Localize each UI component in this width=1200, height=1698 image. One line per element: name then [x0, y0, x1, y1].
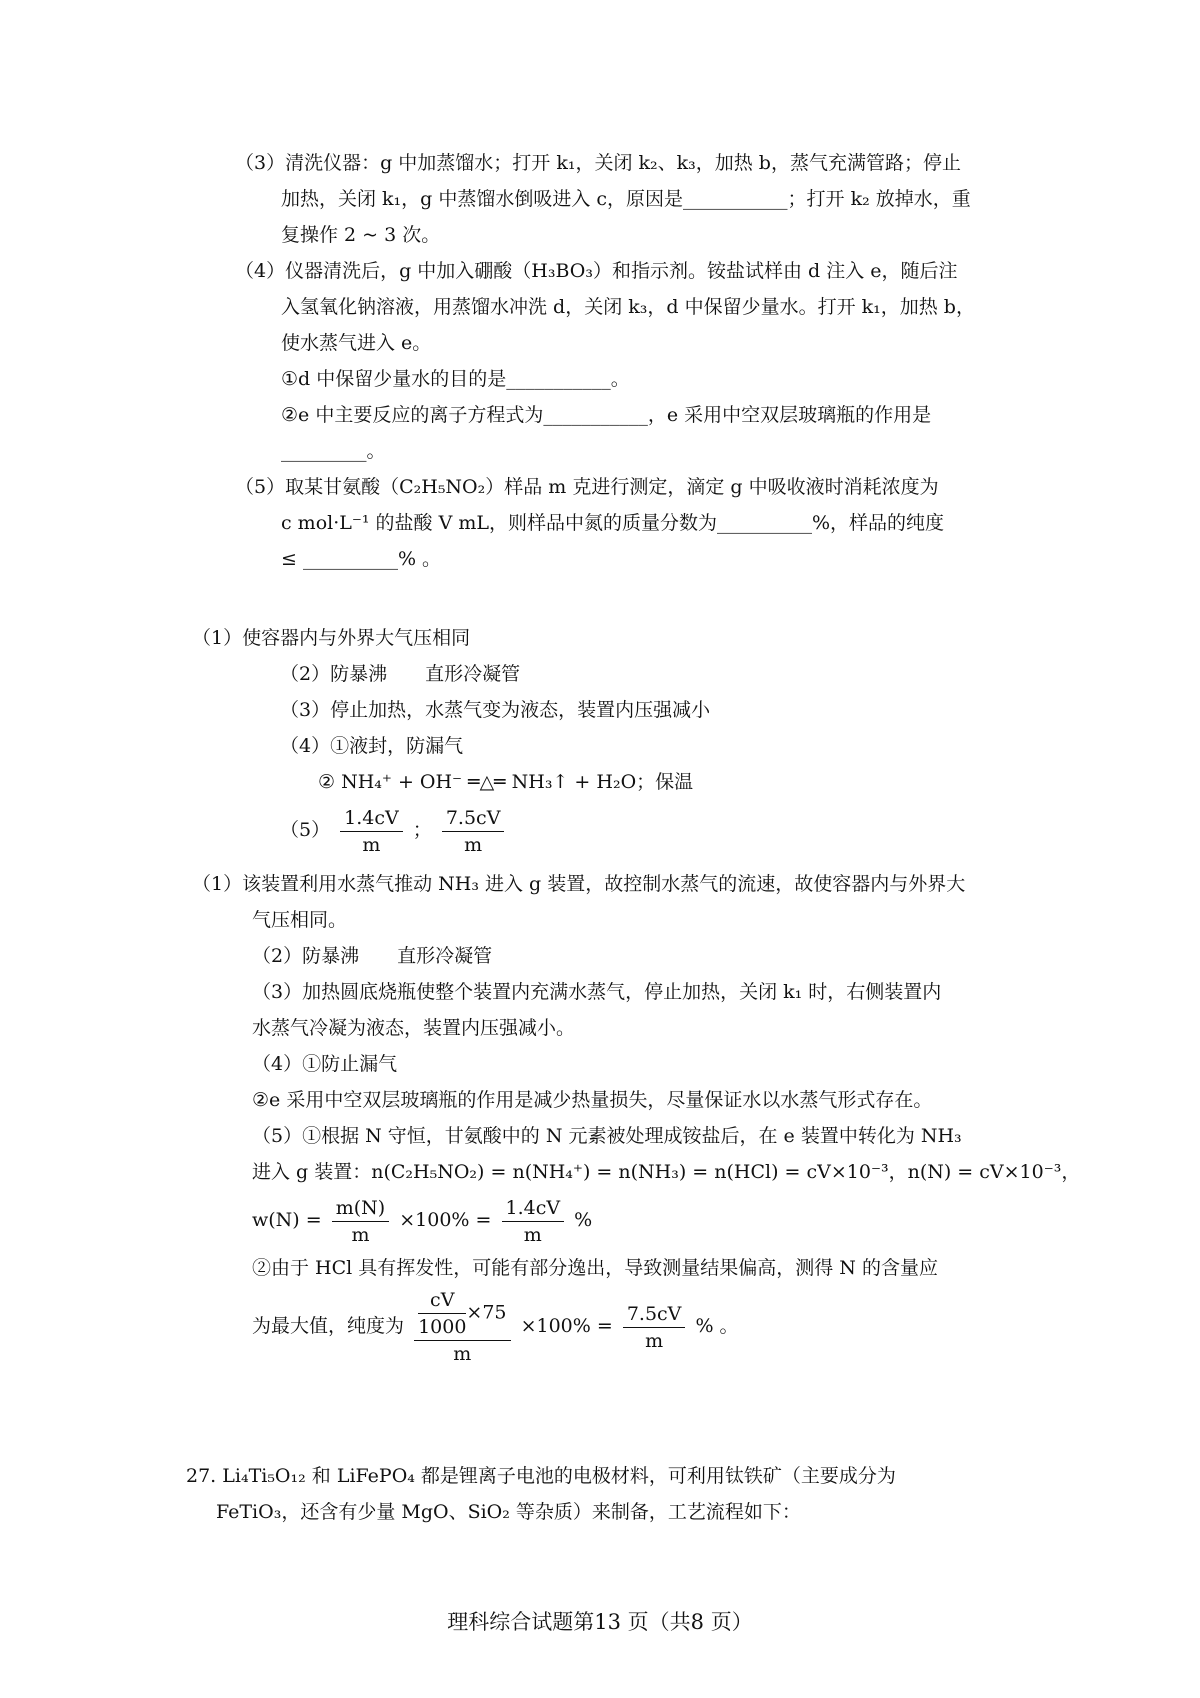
question-line: （4）仪器清洗后，g 中加入硼酸（H₃BO₃）和指示剂。铵盐试样由 d 注入 e，随后注	[235, 260, 958, 282]
formula-text: ×100% =	[399, 1209, 492, 1231]
answer-fraction-line	[192, 800, 1032, 860]
fraction-denominator: m	[523, 1223, 542, 1246]
question-line: ②e 中主要反应的离子方程式为___________，e 采用中空双层玻璃瓶的作用是	[281, 404, 932, 426]
question-line: 入氢氧化钠溶液，用蒸馏水冲洗 d，关闭 k₃，d 中保留少量水。打开 k₁，加热 b，	[281, 296, 975, 318]
explanation-line: （2）防暴沸 直形冷凝管	[252, 945, 493, 967]
fraction	[414, 1287, 510, 1367]
question-27	[186, 1458, 1026, 1530]
fraction	[442, 805, 505, 858]
question-line: ①d 中保留少量水的目的是___________。	[281, 368, 630, 390]
explanation-line: （1）该装置利用水蒸气推动 NH₃ 进入 g 装置，故控制水蒸气的流速，故使容器内与外界大	[192, 873, 966, 895]
formula-text: ×100% =	[520, 1315, 613, 1337]
question-line: c mol·L⁻¹ 的盐酸 V mL，则样品中氮的质量分数为__________%，样品的纯度	[281, 512, 945, 534]
explanation-line: （5）①根据 N 守恒，甘氨酸中的 N 元素被处理成铵盐后，在 e 装置中转化为 NH₃	[252, 1125, 962, 1147]
separator: ；	[412, 819, 432, 841]
answer-line: （2）防暴沸 直形冷凝管	[280, 663, 521, 685]
question-block	[235, 145, 1035, 577]
question-line: 复操作 2 ~ 3 次。	[281, 224, 441, 246]
explanation-line: 气压相同。	[252, 909, 348, 931]
formula-text: w(N) =	[252, 1209, 322, 1231]
answer-label: （5）	[280, 819, 331, 841]
fraction-denominator: m	[464, 833, 483, 856]
explanation-line: （3）加热圆底烧瓶使整个装置内充满水蒸气，停止加热，关闭 k₁ 时，右侧装置内	[252, 981, 942, 1003]
fraction	[340, 805, 403, 858]
question-line: 加热，关闭 k₁，g 中蒸馏水倒吸进入 c，原因是___________；打开 k₂ 放掉水，重	[281, 188, 971, 210]
fraction-numerator: m(N)	[332, 1195, 389, 1222]
fraction-numerator: cV	[418, 1287, 466, 1314]
question-line: _________。	[281, 440, 386, 462]
question-line: （3）清洗仪器：g 中加蒸馏水；打开 k₁，关闭 k₂、k₃，加热 b，蒸气充满管路；停止	[235, 152, 961, 174]
inner-fraction	[418, 1287, 466, 1340]
explanation-block	[192, 866, 1081, 1367]
explanation-formula-line	[192, 1190, 1042, 1250]
answer-line: （3）停止加热，水蒸气变为液态，装置内压强减小	[280, 699, 711, 721]
answer-line: （4）①液封，防漏气	[280, 735, 464, 757]
explanation-line: ②e 采用中空双层玻璃瓶的作用是减少热量损失，尽量保证水以水蒸气形式存在。	[252, 1089, 933, 1111]
fraction	[332, 1195, 389, 1248]
formula-text: %	[574, 1209, 593, 1231]
explanation-line: 水蒸气冷凝为液态，装置内压强减小。	[252, 1017, 576, 1039]
explanation-line: ②由于 HCl 具有挥发性，可能有部分逸出，导致测量结果偏高，测得 N 的含量应	[252, 1257, 938, 1279]
explanation-formula-line	[192, 1286, 1042, 1367]
fraction-numerator: 1.4cV	[340, 805, 403, 832]
fraction-denominator: m	[351, 1223, 370, 1246]
fraction	[502, 1195, 565, 1248]
fraction-denominator: 1000	[418, 1316, 467, 1338]
fraction-numerator: 1.4cV	[502, 1195, 565, 1222]
fraction-numerator: 7.5cV	[623, 1301, 686, 1328]
explanation-line: （4）①防止漏气	[252, 1053, 398, 1075]
question-line: 使水蒸气进入 e。	[281, 332, 432, 354]
fraction-numerator	[414, 1287, 510, 1341]
question-line: 27. Li₄Ti₅O₁₂ 和 LiFePO₄ 都是锂离子电池的电极材料，可利用钛铁矿（主要成分为	[186, 1465, 896, 1487]
formula-text: ×75	[466, 1301, 507, 1324]
page-footer: 理科综合试题第13 页（共8 页）	[447, 1610, 753, 1634]
fraction-denominator: m	[645, 1329, 664, 1352]
fraction-denominator: m	[362, 833, 381, 856]
answer-equation: ② NH₄⁺ + OH⁻ ═△═ NH₃↑ + H₂O；保温	[318, 771, 694, 793]
formula-text: % 。	[695, 1315, 739, 1337]
formula-text: 为最大值，纯度为	[252, 1315, 405, 1337]
fraction-denominator: m	[453, 1343, 472, 1365]
question-line: （5）取某甘氨酸（C₂H₅NO₂）样品 m 克进行测定，滴定 g 中吸收液时消耗浓度为	[235, 476, 939, 498]
question-line: ≤ __________% 。	[281, 548, 442, 570]
explanation-line: 进入 g 装置：n(C₂H₅NO₂) = n(NH₄⁺) = n(NH₃) = n(HCl) = cV×10⁻³，n(N) = cV×10⁻³，	[252, 1161, 1081, 1183]
question-line: FeTiO₃，还含有少量 MgO、SiO₂ 等杂质）来制备，工艺流程如下：	[216, 1501, 801, 1523]
fraction	[623, 1301, 686, 1354]
fraction-numerator: 7.5cV	[442, 805, 505, 832]
answer-line: （1）使容器内与外界大气压相同	[192, 627, 471, 649]
answer-block	[192, 620, 1032, 860]
